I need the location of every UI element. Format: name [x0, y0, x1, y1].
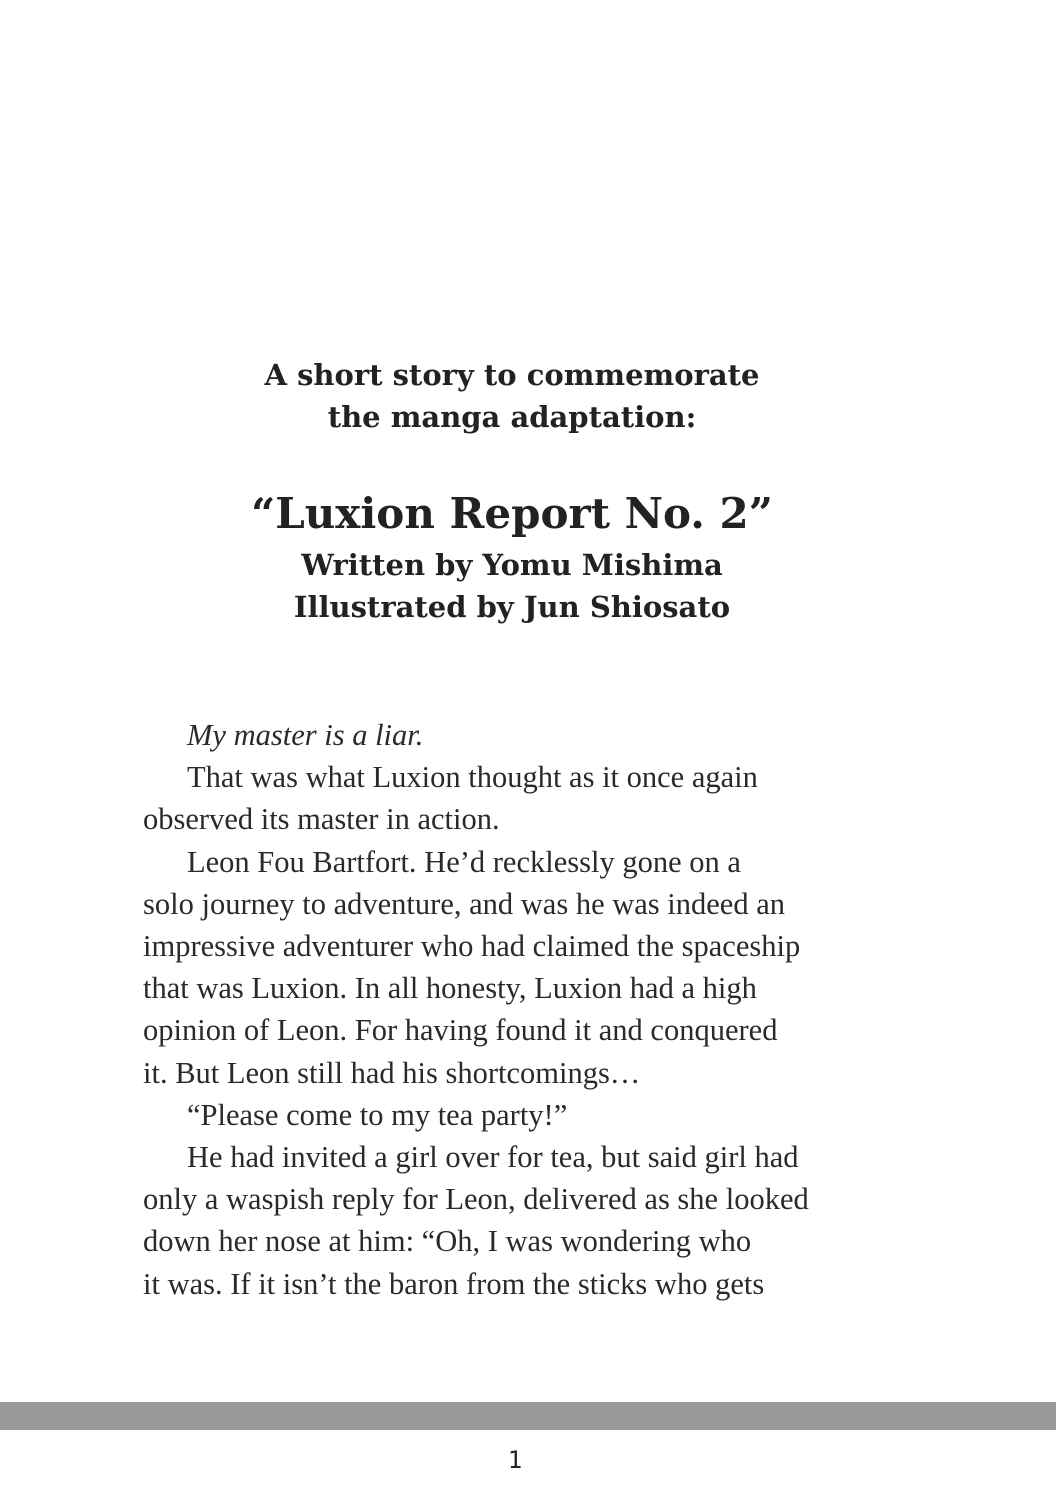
body-paragraph: “Please come to my tea party!”	[187, 1097, 568, 1132]
story-title-block	[0, 486, 1024, 628]
footer-bar	[0, 1402, 1056, 1430]
intro-line-2: the manga adaptation:	[327, 400, 697, 434]
body-paragraph: My master is a liar.	[187, 718, 424, 752]
page-number: 1	[507, 1446, 523, 1474]
body-paragraph: Leon Fou Bartfort. He’d recklessly gone on a solo journey to adventure, and was he was indeed an impressive adventurer who had claimed the spaceship that was Luxion. In all honesty, Luxion had a high opinion of Leon. For having found it and conquered it. But Leon still had his shortcomings…	[143, 844, 801, 1090]
story-title: “Luxion Report No. 2”	[251, 489, 773, 538]
body-paragraph: He had invited a girl over for tea, but said girl had only a waspish reply for Leon, delivered as she looked down her nose at him: “Oh, I was wondering who it was. If it isn’t the baron from the sticks who gets	[143, 1140, 809, 1301]
author-credit: Written by Yomu Mishima	[301, 548, 723, 582]
intro-heading	[0, 354, 1024, 438]
illustrator-credit: Illustrated by Jun Shiosato	[293, 590, 731, 624]
body-paragraph: That was what Luxion thought as it once again observed its master in action.	[143, 760, 758, 837]
intro-line-1: A short story to commemorate	[264, 358, 760, 392]
story-body	[143, 714, 893, 1305]
